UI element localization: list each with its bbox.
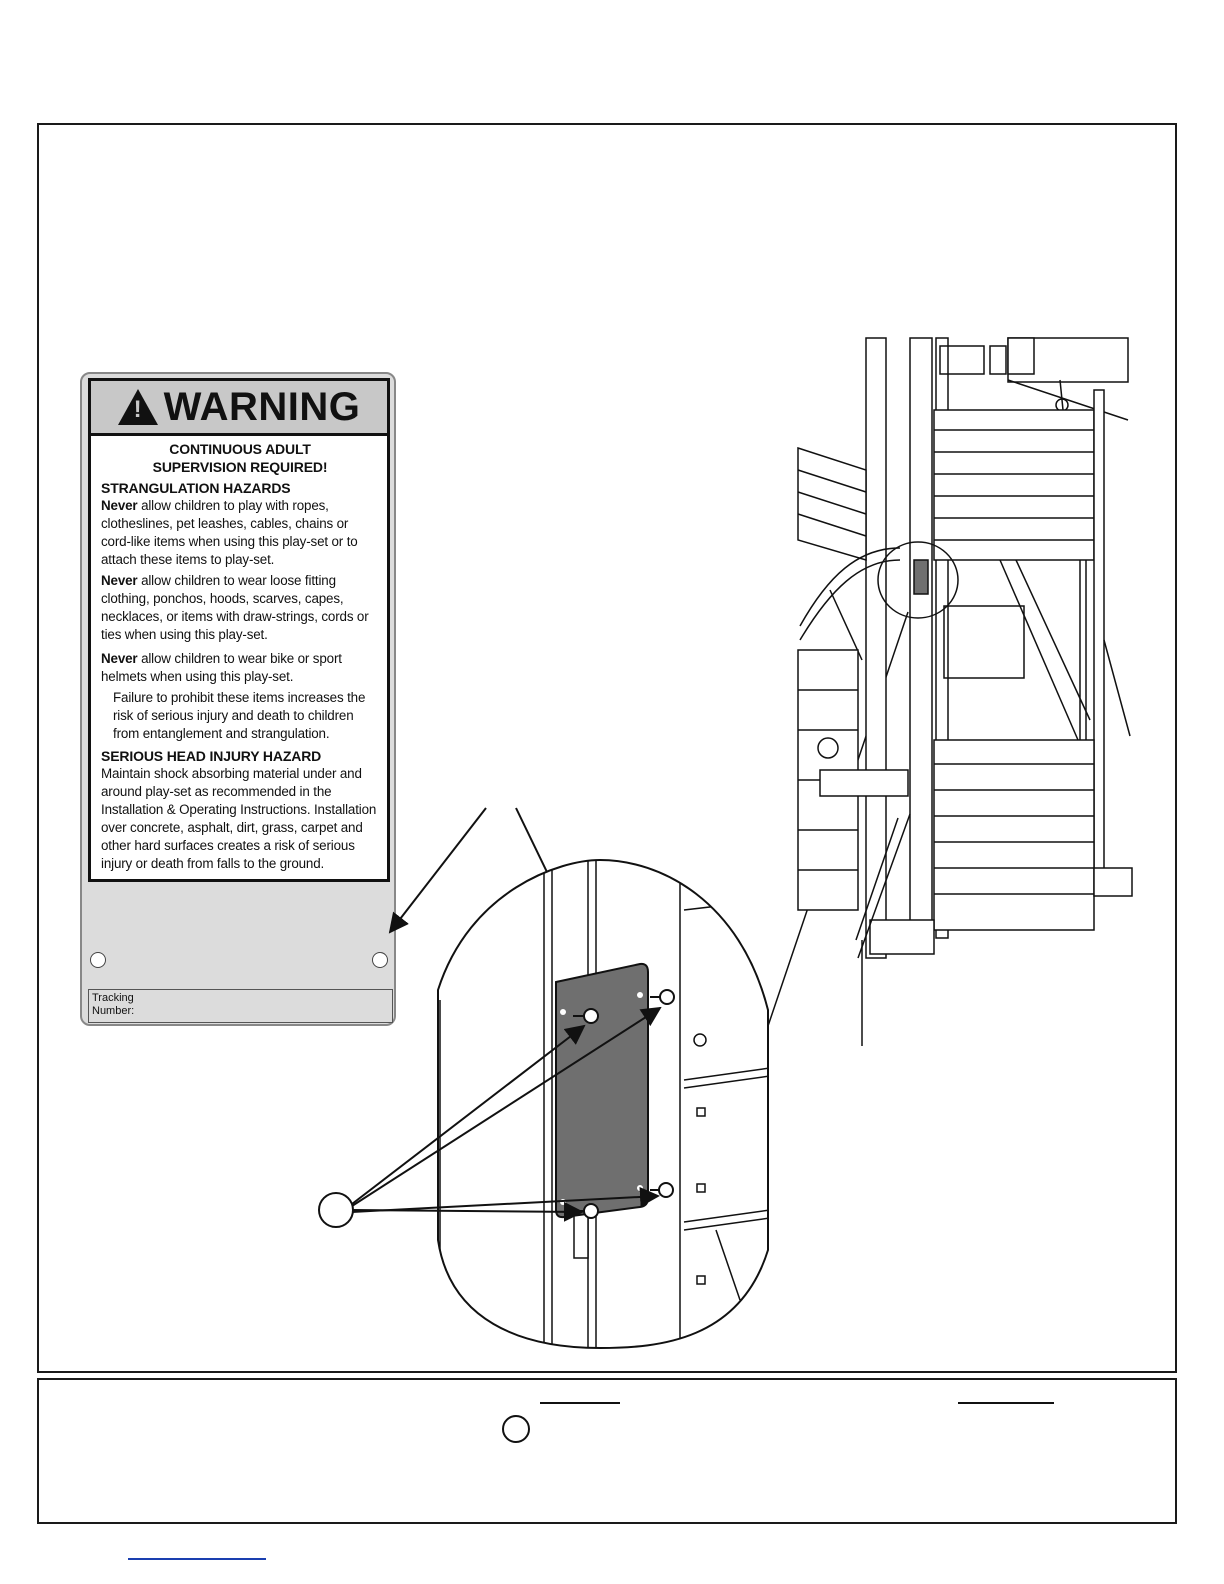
number-label: Number: bbox=[92, 1005, 135, 1017]
supervision-line-2: SUPERVISION REQUIRED! bbox=[152, 459, 328, 475]
part-underline bbox=[540, 1402, 620, 1404]
callout-circle-icon bbox=[319, 1193, 353, 1227]
detail-view bbox=[438, 860, 770, 1348]
head-injury-title: SERIOUS HEAD INJURY HAZARD bbox=[101, 748, 322, 764]
warning-paragraph: Never allow children to wear loose fitting clothing, ponchos, hoods, scarves, capes, necklaces, or items with draw-strings, cords or ties when using this play-set. bbox=[101, 573, 369, 642]
failure-text: Failure to prohibit these items increases the risk of serious injury and death to children from entanglement and strangulation. bbox=[113, 690, 366, 741]
head-injury-text: Maintain shock absorbing material under and around play-set as recommended in the Installation & Operating Instructions. Installation over concrete, asphalt, dirt, grass, carpet and other hard surfaces creates a risk of serious injury or death from falls to the ground. bbox=[101, 766, 377, 871]
warning-triangle-icon: ! bbox=[118, 389, 158, 425]
warning-heading: WARNING bbox=[163, 384, 361, 429]
parts-frame bbox=[37, 1378, 1177, 1524]
playset-illustration bbox=[798, 338, 1132, 1046]
tracking-label: Tracking bbox=[92, 992, 134, 1004]
warning-plate bbox=[556, 964, 648, 1217]
part-callout-circle-icon bbox=[502, 1415, 530, 1443]
footer-link-underline bbox=[128, 1558, 266, 1560]
label-arrow bbox=[390, 808, 486, 932]
warning-paragraph: Never allow children to play with ropes, clotheslines, pet leashes, cables, chains or cord-like items when using this play-set or to attach these items to play-set. bbox=[101, 498, 358, 567]
part-underline bbox=[958, 1402, 1054, 1404]
warning-paragraph: Never allow children to wear bike or sport helmets when using this play-set. bbox=[101, 651, 342, 684]
supervision-line-1: CONTINUOUS ADULT bbox=[169, 441, 311, 457]
strangulation-title: STRANGULATION HAZARDS bbox=[101, 480, 291, 496]
